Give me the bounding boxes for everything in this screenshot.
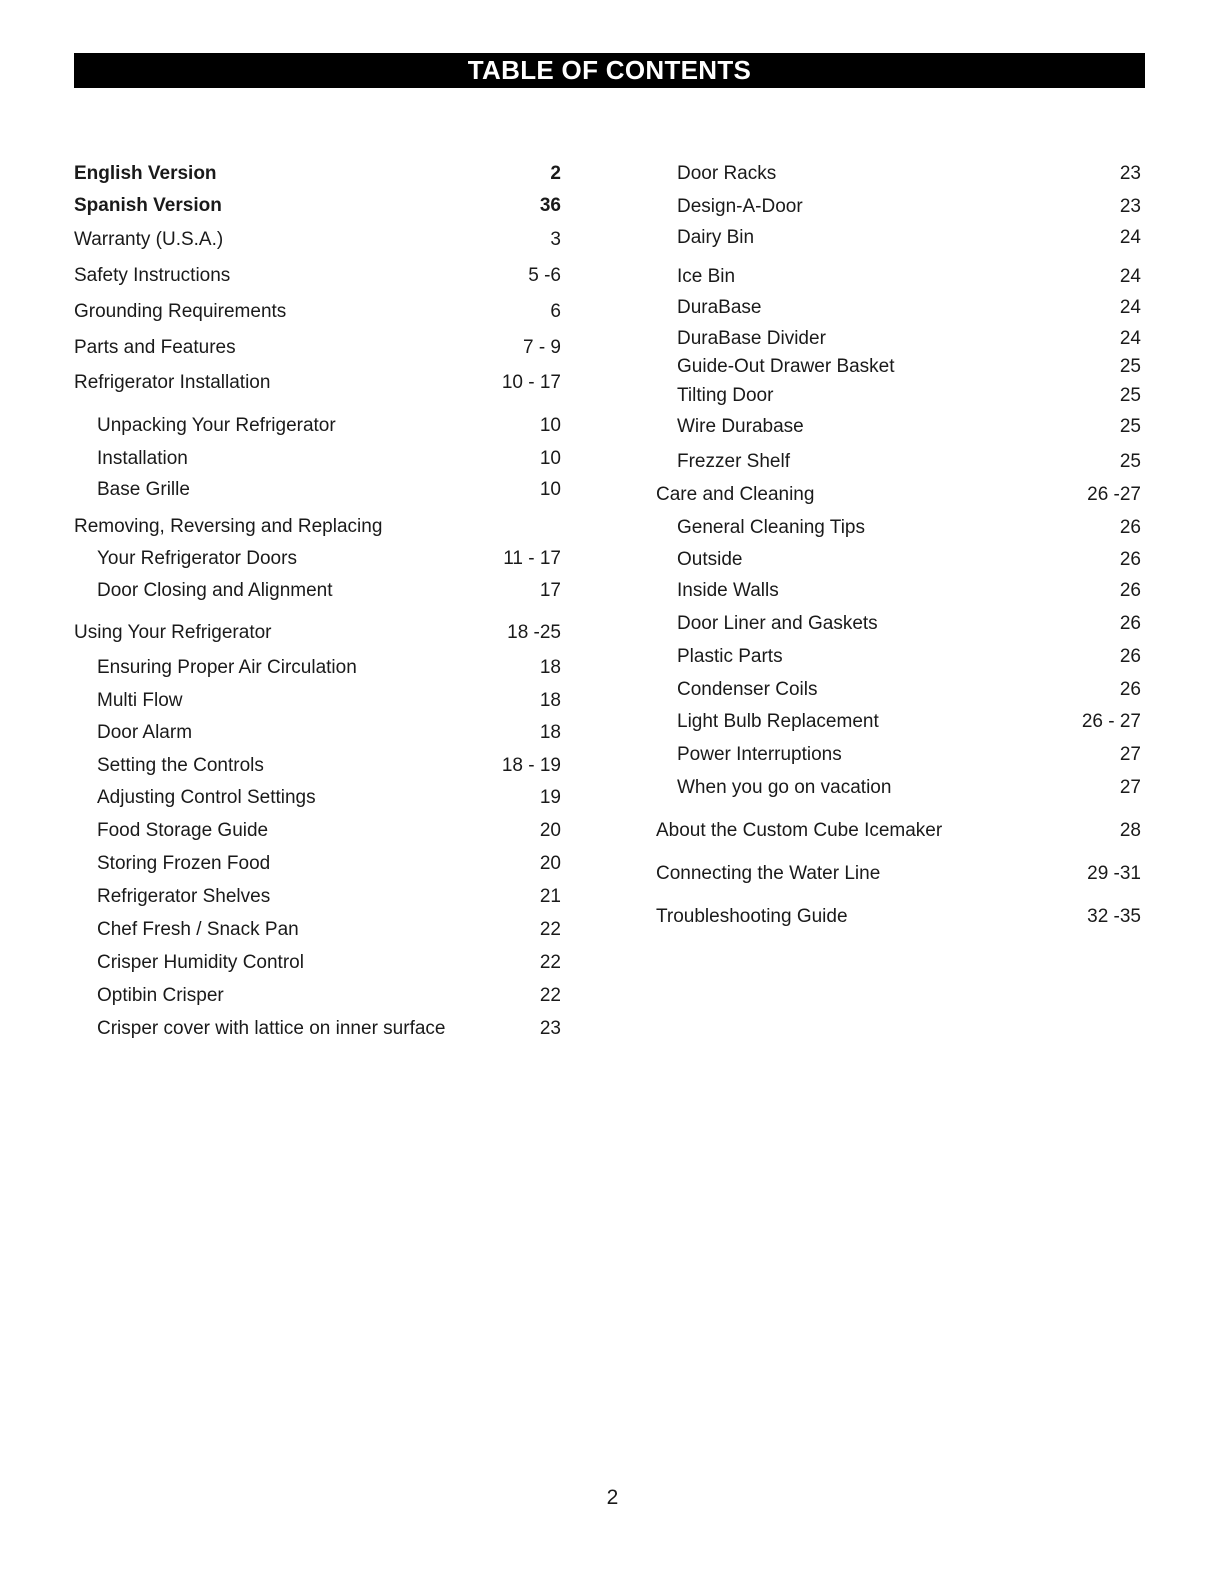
toc-entry-page: 26 -27: [1087, 484, 1141, 505]
toc-entry-label: Optibin Crisper: [97, 985, 224, 1006]
toc-entry-label: Adjusting Control Settings: [97, 787, 316, 808]
toc-entry-label: Frezzer Shelf: [677, 451, 790, 472]
toc-entry-label: Parts and Features: [74, 337, 236, 358]
toc-entry-page: 3: [550, 229, 561, 250]
toc-entry-page: 26: [1119, 517, 1141, 538]
toc-entry-page: 26 - 27: [1081, 711, 1141, 732]
toc-entry-page: 18 - 19: [501, 755, 561, 776]
toc-entry-page: 25: [1119, 356, 1141, 377]
toc-entry-label: Removing, Reversing and Replacing: [74, 516, 383, 537]
toc-entry-page: 18: [539, 690, 561, 711]
toc-entry-label: When you go on vacation: [677, 777, 892, 798]
toc-entry-label: Safety Instructions: [74, 265, 231, 286]
toc-entry-label: Ensuring Proper Air Circulation: [97, 657, 357, 678]
toc-entry-page: 26: [1119, 613, 1141, 634]
toc-entry-page: 5 -6: [528, 265, 561, 286]
toc-entry-page: 27: [1119, 777, 1141, 798]
toc-entry-label: Using Your Refrigerator: [74, 622, 272, 643]
toc-entry-label: Power Interruptions: [677, 744, 842, 765]
toc-entry-label: Wire Durabase: [677, 416, 804, 437]
toc-entry-label: Guide-Out Drawer Basket: [677, 356, 895, 377]
toc-entry-page: 21: [539, 886, 561, 907]
toc-entry-label: Outside: [677, 549, 743, 570]
toc-entry-label: Grounding Requirements: [74, 301, 287, 322]
toc-entry-label: Door Alarm: [97, 722, 193, 743]
toc-entry-page: 32 -35: [1087, 906, 1141, 927]
toc-entry-page: 20: [539, 853, 561, 874]
toc-entry-page: 24: [1119, 227, 1141, 248]
toc-entry-page: 24: [1119, 297, 1141, 318]
toc-entry-page: 17: [539, 580, 561, 601]
toc-entry-page: 23: [539, 1018, 561, 1039]
toc-entry-page: 25: [1119, 385, 1141, 406]
toc-entry-label: Setting the Controls: [97, 755, 264, 776]
toc-entry-page: 22: [539, 952, 561, 973]
toc-entry-label: Tilting Door: [677, 385, 774, 406]
toc-entry-page: 10: [539, 448, 561, 469]
toc-entry-label: Ice Bin: [677, 266, 736, 287]
toc-entry-label: Door Liner and Gaskets: [677, 613, 878, 634]
toc-entry-page: 28: [1119, 820, 1141, 841]
toc-entry-label: DuraBase: [677, 297, 762, 318]
toc-entry-label: Storing Frozen Food: [97, 853, 271, 874]
toc-entry-page: 25: [1119, 451, 1141, 472]
toc-header-bar: [74, 53, 1145, 88]
toc-entry-page: 36: [539, 195, 561, 216]
toc-entry-page: 25: [1119, 416, 1141, 437]
toc-entry-page: 20: [539, 820, 561, 841]
toc-entry-page: 22: [539, 919, 561, 940]
toc-entry-page: 24: [1119, 266, 1141, 287]
toc-entry-label: Condenser Coils: [677, 679, 818, 700]
toc-entry-page: 10 - 17: [501, 372, 561, 393]
toc-entry-label: Connecting the Water Line: [656, 863, 881, 884]
toc-entry-page: 7 - 9: [522, 337, 561, 358]
toc-entry-page: 10: [539, 415, 561, 436]
toc-entry-label: Plastic Parts: [677, 646, 783, 667]
toc-entry-label: Spanish Version: [74, 195, 222, 216]
toc-entry-label: Crisper cover with lattice on inner surface: [97, 1018, 446, 1039]
toc-entry-label: Installation: [97, 448, 188, 469]
toc-entry-page: 26: [1119, 549, 1141, 570]
toc-entry-label: Door Closing and Alignment: [97, 580, 333, 601]
toc-entry-label: Troubleshooting Guide: [656, 906, 848, 927]
toc-entry-page: 29 -31: [1087, 863, 1141, 884]
toc-entry-page: 2: [550, 163, 561, 184]
toc-entry-page: 10: [539, 479, 561, 500]
page-number: 2: [606, 1486, 619, 1509]
toc-entry-label: Food Storage Guide: [97, 820, 269, 841]
page-title: TABLE OF CONTENTS: [467, 55, 752, 85]
toc-entry-page: 19: [539, 787, 561, 808]
toc-entry-label: DuraBase Divider: [677, 328, 826, 349]
toc-entry-label: Dairy Bin: [677, 227, 755, 248]
toc-entry-page: 22: [539, 985, 561, 1006]
toc-entry-page: 24: [1119, 328, 1141, 349]
toc-entry-page: 18: [539, 657, 561, 678]
toc-entry-page: 6: [550, 301, 561, 322]
toc-entry-page: 23: [1119, 163, 1141, 184]
toc-entry-page: 11 - 17: [503, 548, 561, 569]
toc-entry-page: 18: [539, 722, 561, 743]
toc-entry-label: About the Custom Cube Icemaker: [656, 820, 943, 841]
toc-entry-label: Warranty (U.S.A.): [74, 229, 224, 250]
toc-entry-label: Chef Fresh / Snack Pan: [97, 919, 299, 940]
toc-entry-page: 18 -25: [507, 622, 561, 643]
toc-entry-label: Design-A-Door: [677, 196, 803, 217]
toc-entry-label: Door Racks: [677, 163, 777, 184]
toc-entry-label: Refrigerator Shelves: [97, 886, 271, 907]
toc-entry-label: Care and Cleaning: [656, 484, 815, 505]
toc-entry-page: 26: [1119, 580, 1141, 601]
toc-entry-label: Unpacking Your Refrigerator: [97, 415, 336, 436]
toc-entry-label: English Version: [74, 163, 217, 184]
toc-entry-page: 27: [1119, 744, 1141, 765]
toc-entry-label: Inside Walls: [677, 580, 779, 601]
toc-entry-page: 23: [1119, 196, 1141, 217]
toc-entry-label: Crisper Humidity Control: [97, 952, 304, 973]
toc-entry-label: Light Bulb Replacement: [677, 711, 879, 732]
toc-entry-page: 26: [1119, 679, 1141, 700]
toc-entry-label: Multi Flow: [97, 690, 183, 711]
toc-entry-label: Base Grille: [97, 479, 190, 500]
toc-entry-label: General Cleaning Tips: [677, 517, 865, 538]
toc-entry-page: 26: [1119, 646, 1141, 667]
toc-entry-label: Your Refrigerator Doors: [97, 548, 297, 569]
toc-entry-label: Refrigerator Installation: [74, 372, 271, 393]
